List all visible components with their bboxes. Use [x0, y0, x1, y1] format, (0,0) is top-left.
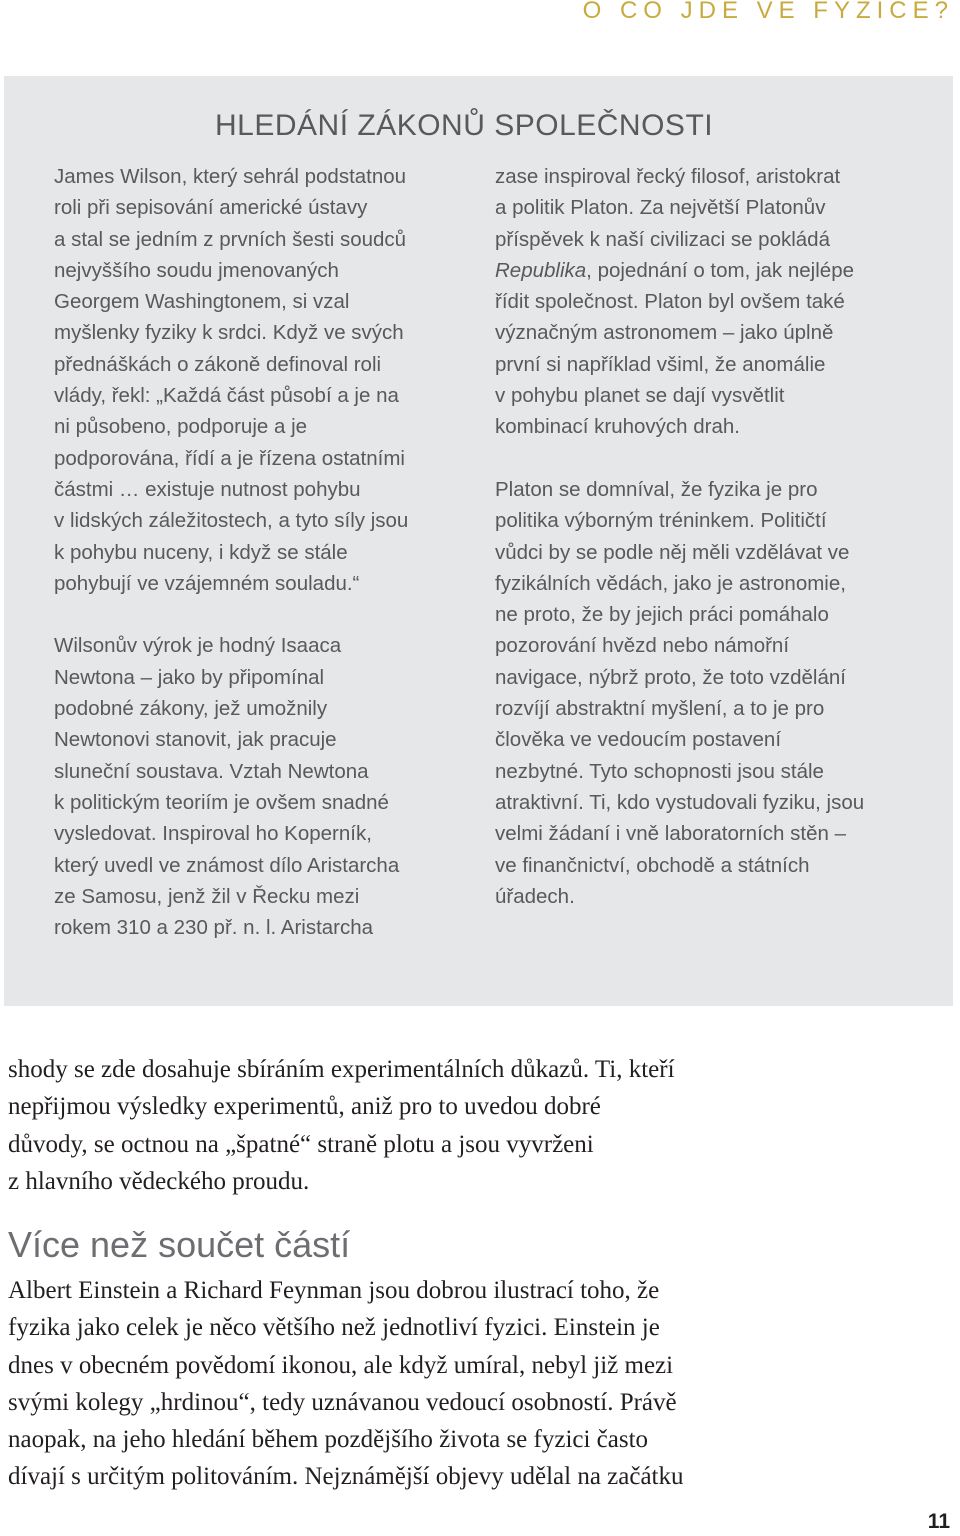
- text-line: Georgem Washingtonem, si vzal: [54, 290, 350, 314]
- text-line: politika výborným tréninkem. Političtí: [495, 509, 827, 533]
- text-line: dívají s určitým politováním. Nejznámější objevy udělal na začátku: [8, 1463, 684, 1491]
- text-line: fyzikálních vědách, jako je astronomie,: [495, 571, 846, 595]
- text-line: vůdci by se podle něj měli vzdělávat ve: [495, 540, 850, 564]
- text-line: význačným astronomem – jako úplně: [495, 321, 834, 345]
- text-line: nejvyššího soudu jmenovaných: [54, 258, 339, 282]
- text-line: kombinací kruhových drah.: [495, 415, 740, 439]
- text-line: člověka ve vedoucím postavení: [495, 728, 782, 752]
- text-line: pozorování hvězd nebo námořní: [495, 634, 790, 658]
- text-line: Platon se domníval, že fyzika je pro: [495, 477, 818, 501]
- text-line: podporována, řídí a je řízena ostatními: [54, 446, 405, 470]
- text-line: Newtona – jako by připomínal: [54, 665, 325, 689]
- text-line: navigace, nýbrž proto, že toto vzdělání: [495, 665, 846, 689]
- text-line: Albert Einstein a Richard Feynman jsou dobrou ilustrací toho, že: [8, 1277, 660, 1304]
- text-line: v lidských záležitostech, a tyto síly jsou: [54, 509, 409, 533]
- text-line: Newtonovi stanovit, jak pracuje: [54, 728, 337, 752]
- text-line: první si například všiml, že anomálie: [495, 352, 826, 376]
- text-line: ze Samosu, jenž žil v Řecku mezi: [54, 884, 360, 908]
- text-line: ni působeno, podporuje a je: [54, 415, 308, 439]
- running-header: O CO JDE VE FYZICE?: [582, 0, 954, 24]
- box-title: HLEDÁNÍ ZÁKONŮ SPOLEČNOSTI: [215, 109, 714, 142]
- body-paragraph-1: [8, 1051, 938, 1200]
- text-line: řídit společnost. Platon byl ovšem také: [495, 290, 845, 314]
- text-line: ne proto, že by jejich práci pomáhalo: [495, 603, 829, 627]
- text-line: naopak, na jeho hledání během pozdějšího života se fyzici často: [8, 1426, 649, 1454]
- text-line: velmi žádaní i vně laboratorních stěn –: [495, 822, 846, 846]
- text-line: přednáškách o zákoně definoval roli: [54, 352, 382, 376]
- text-line: k politickým teoriím je ovšem snadné: [54, 790, 389, 814]
- section-heading: Více než součet částí: [8, 1224, 351, 1265]
- text-line: rokem 310 a 230 př. n. l. Aristarcha: [54, 916, 374, 940]
- text-line: rozvíjí abstraktní myšlení, a to je pro: [495, 697, 825, 721]
- text-line: z hlavního vědeckého proudu.: [8, 1167, 310, 1195]
- text-line: úřadech.: [495, 884, 575, 908]
- text-line: podobné zákony, jež umožnily: [54, 697, 328, 721]
- box-left-paragraph-1: [54, 161, 474, 599]
- text-line: důvody, se octnou na „špatné“ straně plotu a jsou vyvrženi: [8, 1130, 594, 1158]
- text-line: a stal se jedním z prvních šesti soudců: [54, 227, 407, 251]
- text-line: atraktivní. Ti, kdo vystudovali fyziku, jsou: [495, 790, 865, 814]
- text-line: vysledovat. Inspiroval ho Koperník,: [54, 822, 372, 846]
- text-line: v pohybu planet se dají vysvětlit: [495, 384, 785, 408]
- text-line: k pohybu nuceny, i když se stále: [54, 540, 348, 564]
- text-line: myšlenky fyziky k srdci. Když ve svých: [54, 321, 404, 345]
- text-line: sluneční soustava. Vztah Newtona: [54, 759, 369, 783]
- text-line: a politik Platon. Za největší Platonův: [495, 196, 826, 220]
- text-line: nezbytné. Tyto schopnosti jsou stále: [495, 759, 824, 783]
- box-left-paragraph-2: [54, 630, 474, 943]
- box-right-column: [495, 161, 925, 912]
- box-right-paragraph-2: [495, 474, 925, 912]
- text-line: James Wilson, který sehrál podstatnou: [54, 165, 407, 188]
- body-paragraph-2: [8, 1272, 938, 1496]
- text-line: fyzika jako celek je něco většího než jednotliví fyzici. Einstein je: [8, 1314, 660, 1342]
- text-line: [495, 255, 925, 286]
- box-left-column: [54, 161, 474, 943]
- box-right-paragraph-1: [495, 161, 925, 443]
- text-line: který uvedl ve známost dílo Aristarcha: [54, 853, 400, 877]
- text-line: částmi … existuje nutnost pohybu: [54, 477, 361, 501]
- text-line: ve finančnictví, obchodě a státních: [495, 853, 810, 877]
- text-line: Wilsonův výrok je hodný Isaaca: [54, 634, 342, 658]
- text-line: nepřijmou výsledky experimentů, aniž pro to uvedou dobré: [8, 1093, 601, 1121]
- text-line: příspěvek k naší civilizaci se pokládá: [495, 227, 830, 251]
- text-line: svými kolegy „hrdinou“, tedy uznávanou vedoucí osobností. Právě: [8, 1388, 677, 1416]
- text-line: dnes v obecném povědomí ikonou, ale když umíral, nebyl již mezi: [8, 1351, 674, 1379]
- text-line: zase inspiroval řecký filosof, aristokrat: [495, 165, 841, 188]
- page-number: 11: [927, 1510, 950, 1533]
- text-line: roli při sepisování americké ústavy: [54, 196, 368, 220]
- text-line: vlády, řekl: „Každá část působí a je na: [54, 384, 399, 408]
- italic-title: Republika: [495, 258, 587, 282]
- text-line: shody se zde dosahuje sbíráním experimentálních důkazů. Ti, kteří: [8, 1056, 675, 1083]
- text-fragment: , pojednání o tom, jak nejlépe: [586, 258, 854, 282]
- text-line: pohybují ve vzájemném souladu.“: [54, 571, 360, 595]
